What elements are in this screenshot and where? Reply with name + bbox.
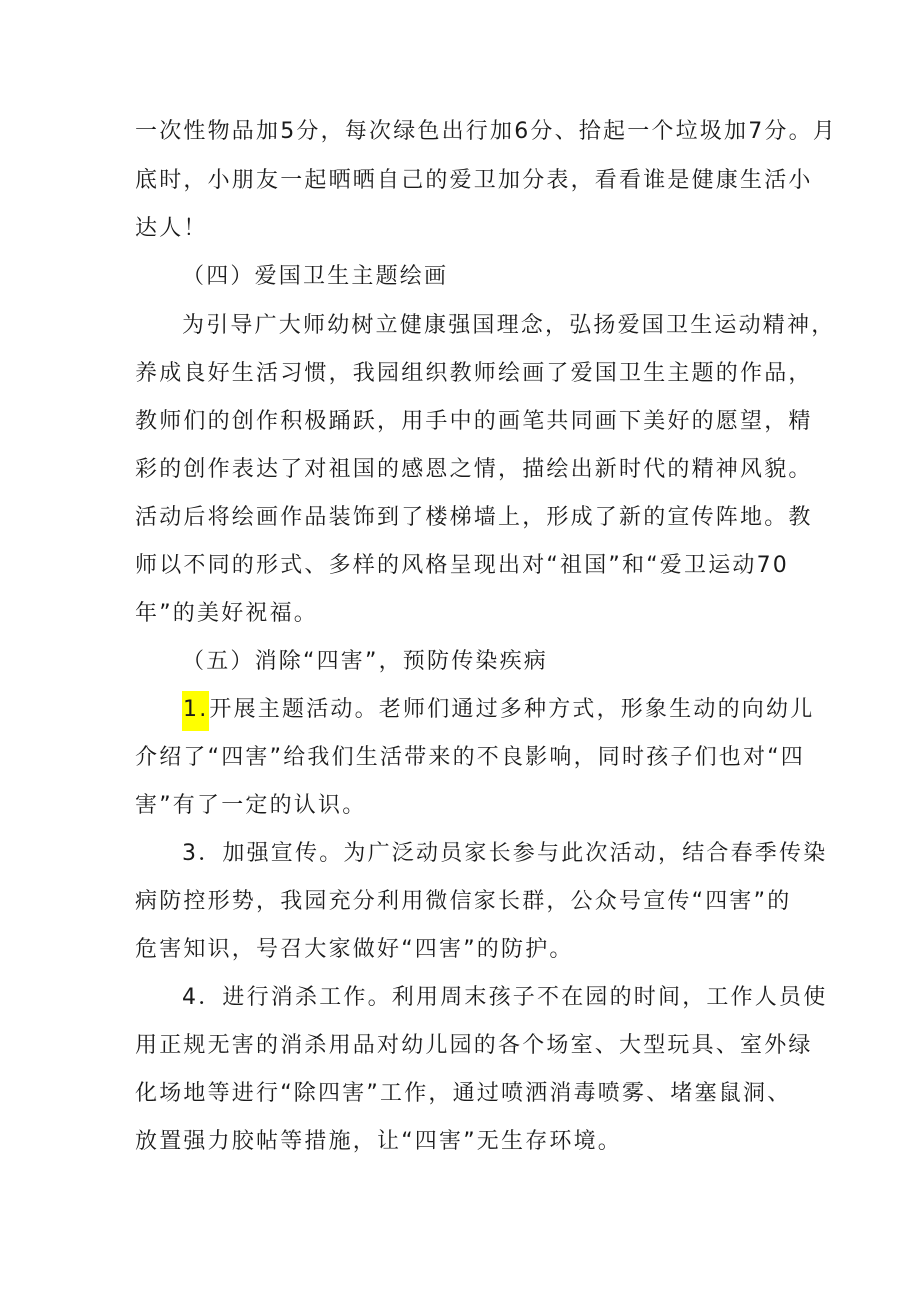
text-line: 达人！	[135, 216, 208, 241]
paragraph-first-line: 1.开展主题活动。老师们通过多种方式，形象生动的向幼儿	[182, 695, 814, 725]
paragraph-first-line: 3．加强宣传。为广泛动员家长参与此次活动，结合春季传染	[182, 841, 828, 866]
highlighted-item-number: 1.	[182, 691, 209, 731]
text-line: 师以不同的形式、多样的风格呈现出对“祖国”和“爱卫运动70	[135, 553, 789, 578]
text-line: 养成良好生活习惯，我园组织教师绘画了爱国卫生主题的作品，	[135, 361, 813, 386]
text-line: 底时，小朋友一起晒晒自己的爱卫加分表，看看谁是健康生活小	[135, 168, 813, 193]
text-line: 介绍了“四害”给我们生活带来的不良影响，同时孩子们也对“四	[135, 745, 805, 770]
text-line: 年”的美好祝福。	[135, 601, 318, 626]
paragraph-first-line: 4．进行消杀工作。利用周末孩子不在园的时间，工作人员使	[182, 985, 828, 1010]
text-line: 活动后将绘画作品装饰到了楼梯墙上，形成了新的宣传阵地。教	[135, 505, 813, 530]
text-line: 害”有了一定的认识。	[135, 793, 367, 818]
text-line: 化场地等进行“除四害”工作，通过喷洒消毒喷雾、堵塞鼠洞、	[135, 1081, 792, 1106]
text-line: 用正规无害的消杀用品对幼儿园的各个场室、大型玩具、室外绿	[135, 1033, 813, 1058]
text-line: 危害知识，号召大家做好“四害”的防护。	[135, 937, 574, 962]
text-line: 彩的创作表达了对祖国的感恩之情，描绘出新时代的精神风貌。	[135, 457, 813, 482]
text-line: 放置强力胶帖等措施，让“四害”无生存环境。	[135, 1129, 622, 1154]
text-line: 教师们的创作积极踊跃，用手中的画笔共同画下美好的愿望，精	[135, 409, 813, 434]
text-line: 一次性物品加5分，每次绿色出行加6分、拾起一个垃圾加7分。月	[135, 119, 837, 144]
paragraph-first-line: 为引导广大师幼树立健康强国理念，弘扬爱国卫生运动精神，	[182, 313, 836, 338]
section-heading: （四）爱国卫生主题绘画	[182, 264, 449, 289]
section-heading: （五）消除“四害”，预防传染疾病	[182, 649, 548, 674]
text-line: 病防控形势，我园充分利用微信家长群，公众号宣传“四害”的	[135, 889, 792, 914]
